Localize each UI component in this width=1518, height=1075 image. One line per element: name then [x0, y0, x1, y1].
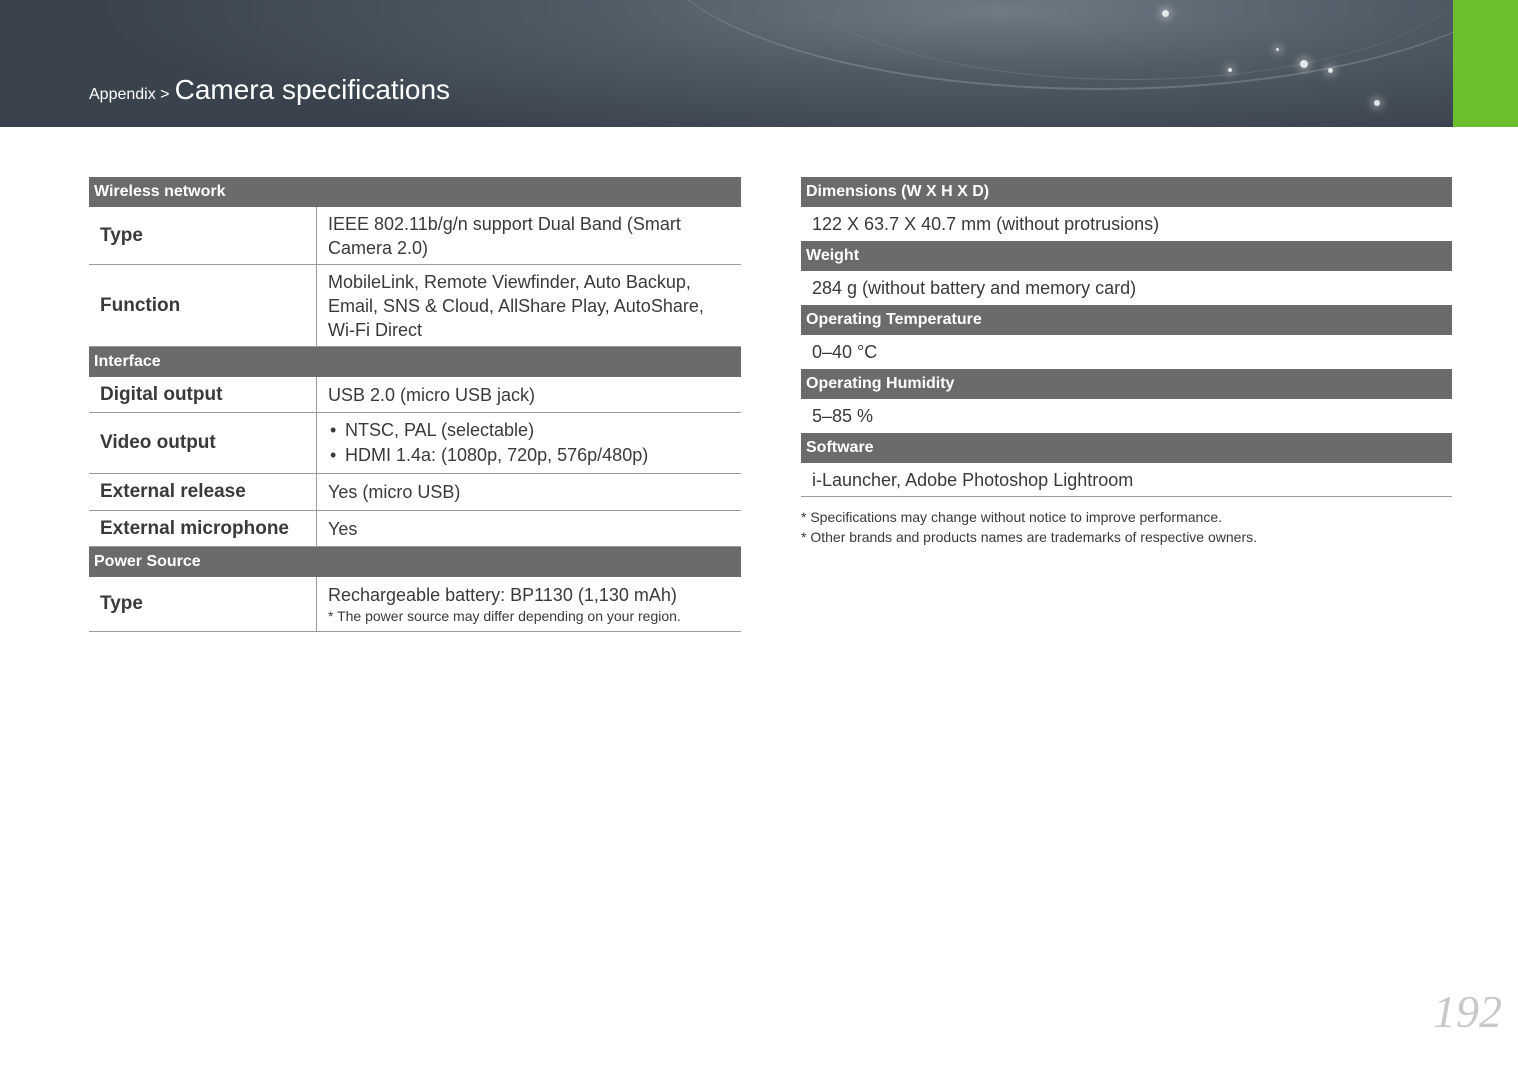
row-key: Digital output: [89, 377, 317, 412]
row-key: External release: [89, 474, 317, 510]
page-title: Camera specifications: [174, 74, 451, 105]
spec-value-dimensions: 122 X 63.7 X 40.7 mm (without protrusions): [812, 214, 1160, 234]
spec-value-operating-humidity: 5–85 %: [812, 406, 874, 426]
bullet-list: [328, 418, 731, 468]
list-item: • HDMI 1.4a: (1080p, 720p, 576p/480p): [328, 443, 731, 468]
section-heading-power: Power Source: [89, 547, 741, 577]
page-number: 192: [1433, 986, 1502, 1037]
table-row: [89, 577, 741, 632]
row-key: External microphone: [89, 511, 317, 546]
spec-value-operating-temperature: 0–40 °C: [812, 342, 878, 362]
header-decor-light: [1328, 68, 1333, 73]
footnote: * Specifications may change without notice to improve performance.: [801, 509, 1222, 525]
left-spec-table: [89, 177, 741, 632]
row-key: Video output: [89, 413, 317, 473]
table-row: [89, 265, 741, 347]
row-value: Yes (micro USB): [328, 482, 461, 502]
header-decor-light: [1162, 10, 1169, 17]
header-decor-light: [1228, 68, 1232, 72]
table-row: [89, 413, 741, 474]
row-key: Type: [89, 207, 317, 264]
row-value: [317, 413, 741, 473]
section-heading-weight: Weight: [801, 241, 1452, 271]
row-value: IEEE 802.11b/g/n support Dual Band (Smart Camera 2.0): [328, 213, 681, 258]
section-heading-wireless: Wireless network: [89, 177, 741, 207]
table-row: [89, 474, 741, 511]
right-spec-table: [801, 177, 1452, 547]
value-line: Rechargeable battery: BP1130 (1,130 mAh): [328, 585, 677, 605]
spec-value-software: i-Launcher, Adobe Photoshop Lightroom: [801, 463, 1452, 497]
list-item: • NTSC, PAL (selectable): [328, 418, 731, 443]
header-decor-light: [1374, 100, 1380, 106]
row-key: Function: [89, 265, 317, 346]
value-line: Email, SNS & Cloud, AllShare Play, AutoShare,: [328, 295, 704, 316]
spec-value-weight: 284 g (without battery and memory card): [812, 278, 1137, 298]
table-row: [89, 207, 741, 265]
breadcrumb-parent: Appendix >: [89, 86, 170, 103]
table-row: [89, 511, 741, 547]
row-value: USB 2.0 (micro USB jack): [328, 384, 536, 405]
row-value: [317, 577, 741, 631]
row-value: [317, 265, 741, 346]
row-value: Yes: [328, 518, 358, 539]
table-row: [89, 377, 741, 413]
value-line: Wi-Fi Direct: [328, 319, 422, 340]
section-tab-accent: [1453, 0, 1518, 127]
section-heading-interface: Interface: [89, 347, 741, 377]
row-key: Type: [89, 577, 317, 631]
section-heading-operating-temperature: Operating Temperature: [801, 305, 1452, 335]
section-heading-operating-humidity: Operating Humidity: [801, 369, 1452, 399]
value-note: * The power source may differ depending on your region.: [328, 608, 681, 624]
section-heading-dimensions: Dimensions (W X H X D): [801, 177, 1452, 207]
value-line: MobileLink, Remote Viewfinder, Auto Backup,: [328, 271, 691, 292]
breadcrumb: [89, 74, 450, 106]
footnote: * Other brands and products names are trademarks of respective owners.: [801, 529, 1257, 545]
footnotes: [801, 507, 1452, 547]
page-header: [0, 0, 1518, 127]
section-heading-software: Software: [801, 433, 1452, 463]
header-decor-light: [1276, 48, 1279, 51]
header-decor-light: [1300, 60, 1308, 68]
